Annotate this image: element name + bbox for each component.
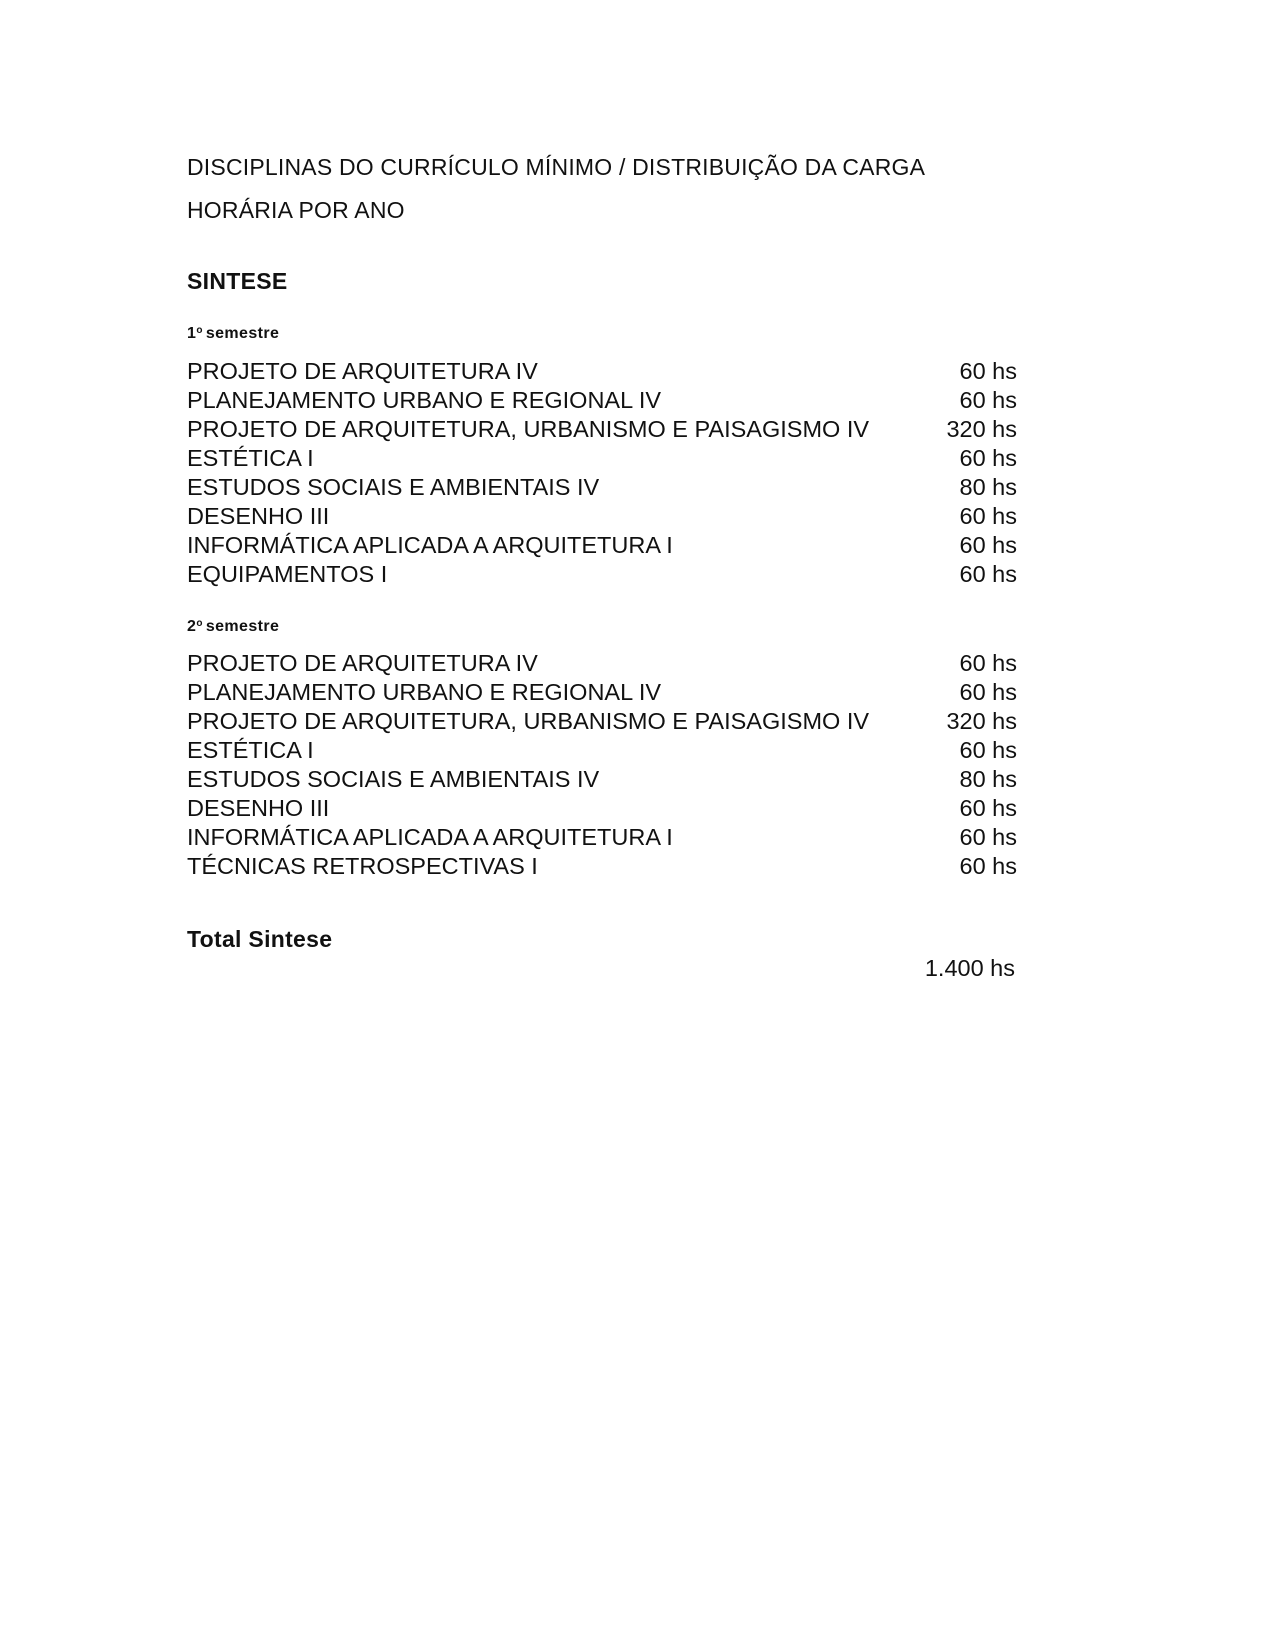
course-hours: 80 hs	[959, 766, 1017, 792]
course-hours: 60 hs	[959, 853, 1017, 879]
course-name: INFORMÁTICA APLICADA A ARQUITETURA I	[187, 824, 673, 850]
course-name: PROJETO DE ARQUITETURA IV	[187, 358, 538, 384]
course-name: ESTUDOS SOCIAIS E AMBIENTAIS IV	[187, 766, 600, 792]
course-hours: 60 hs	[959, 650, 1017, 676]
course-name: DESENHO III	[187, 795, 330, 821]
course-name: PLANEJAMENTO URBANO E REGIONAL IV	[187, 387, 662, 413]
section-heading: SINTESE	[187, 268, 288, 294]
course-name: INFORMÁTICA APLICADA A ARQUITETURA I	[187, 532, 673, 558]
course-name: PLANEJAMENTO URBANO E REGIONAL IV	[187, 679, 662, 705]
course-hours: 60 hs	[959, 737, 1017, 763]
course-row	[187, 852, 1017, 881]
course-hours: 60 hs	[959, 679, 1017, 705]
semester-number: 2	[187, 618, 197, 635]
course-hours: 60 hs	[959, 503, 1017, 529]
course-row	[187, 502, 1017, 531]
semester-2-label	[187, 618, 279, 636]
course-name: PROJETO DE ARQUITETURA, URBANISMO E PAISAGISMO IV	[187, 416, 870, 442]
course-hours: 60 hs	[959, 387, 1017, 413]
course-row	[187, 473, 1017, 502]
course-row	[187, 560, 1017, 589]
title-line-2: HORÁRIA POR ANO	[187, 197, 405, 223]
course-hours: 80 hs	[959, 474, 1017, 500]
semester-word: semestre	[205, 325, 280, 342]
semester-word: semestre	[205, 618, 280, 635]
course-row	[187, 707, 1017, 736]
course-row	[187, 765, 1017, 794]
course-hours: 60 hs	[959, 824, 1017, 850]
course-row	[187, 794, 1017, 823]
course-name: EQUIPAMENTOS I	[187, 561, 388, 587]
course-row	[187, 531, 1017, 560]
course-name: ESTÉTICA I	[187, 445, 314, 471]
course-row	[187, 444, 1017, 473]
course-hours: 60 hs	[959, 445, 1017, 471]
course-row	[187, 678, 1017, 707]
total-label: Total Sintese	[187, 926, 333, 952]
course-name: ESTÉTICA I	[187, 737, 314, 763]
course-name: TÉCNICAS RETROSPECTIVAS I	[187, 853, 538, 879]
course-name: ESTUDOS SOCIAIS E AMBIENTAIS IV	[187, 474, 600, 500]
course-hours: 320 hs	[946, 416, 1017, 442]
course-hours: 60 hs	[959, 358, 1017, 384]
course-hours: 320 hs	[946, 708, 1017, 734]
semester-1-course-list	[187, 357, 1017, 589]
course-row	[187, 823, 1017, 852]
total-value: 1.400 hs	[924, 955, 1015, 981]
course-row	[187, 649, 1017, 678]
course-row	[187, 415, 1017, 444]
course-row	[187, 357, 1017, 386]
course-name: DESENHO III	[187, 503, 330, 529]
course-name: PROJETO DE ARQUITETURA IV	[187, 650, 538, 676]
semester-1-label	[187, 325, 279, 343]
title-line-1: DISCIPLINAS DO CURRÍCULO MÍNIMO / DISTRIBUIÇÃO DA CARGA	[187, 154, 926, 180]
course-hours: 60 hs	[959, 532, 1017, 558]
course-hours: 60 hs	[959, 795, 1017, 821]
course-name: PROJETO DE ARQUITETURA, URBANISMO E PAISAGISMO IV	[187, 708, 870, 734]
semester-ordinal: o	[196, 325, 203, 336]
semester-number: 1	[187, 325, 197, 342]
course-row	[187, 386, 1017, 415]
course-hours: 60 hs	[959, 561, 1017, 587]
document-title	[187, 146, 1017, 232]
course-row	[187, 736, 1017, 765]
semester-2-course-list	[187, 649, 1017, 881]
semester-ordinal: o	[196, 618, 203, 629]
